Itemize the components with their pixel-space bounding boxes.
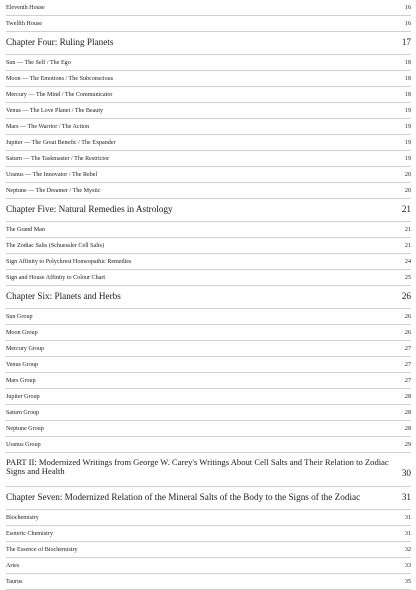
toc-chapter-page: 17 bbox=[401, 37, 411, 47]
toc-entry-esoteric-chemistry[interactable] bbox=[6, 526, 411, 542]
toc-entry-title[interactable]: Sign Affinity to Polychrest Homeopathic Remedies bbox=[6, 259, 132, 265]
toc-entry-jupiter[interactable] bbox=[6, 135, 411, 151]
toc-entry-page: 19 bbox=[404, 108, 411, 114]
toc-entry-title[interactable]: Moon — The Emotions / The Subconscious bbox=[6, 76, 114, 82]
toc-entry-page: 26 bbox=[404, 330, 411, 336]
toc-entry-title[interactable]: Sign and House Affinity to Colour Chart bbox=[6, 275, 106, 281]
toc-entry-mars[interactable] bbox=[6, 119, 411, 135]
toc-entry-aries[interactable] bbox=[6, 558, 411, 574]
toc-entry-sign-affinity-remedies[interactable] bbox=[6, 254, 411, 270]
toc-entry-page: 27 bbox=[404, 378, 411, 384]
toc-entry-twelfth-house[interactable] bbox=[6, 16, 411, 32]
toc-entry-page: 35 bbox=[404, 579, 411, 585]
toc-entry-neptune[interactable] bbox=[6, 183, 411, 199]
toc-entry-page: 19 bbox=[404, 140, 411, 146]
toc-entry-title[interactable]: Eleventh House bbox=[6, 5, 45, 11]
toc-entry-page: 16 bbox=[404, 21, 411, 27]
toc-part-page: 30 bbox=[401, 468, 411, 478]
toc-entry-mars-group[interactable] bbox=[6, 373, 411, 389]
toc-entry-page: 18 bbox=[404, 92, 411, 98]
toc-entry-page: 28 bbox=[404, 394, 411, 400]
toc-entry-moon-group[interactable] bbox=[6, 325, 411, 341]
toc-entry-page: 21 bbox=[404, 243, 411, 249]
toc-entry-sun[interactable] bbox=[6, 55, 411, 71]
toc-entry-page: 28 bbox=[404, 410, 411, 416]
toc-entry-title[interactable]: Neptune Group bbox=[6, 426, 44, 432]
toc-entry-page: 25 bbox=[404, 275, 411, 281]
toc-entry-page: 29 bbox=[404, 442, 411, 448]
toc-entry-title[interactable]: Mars Group bbox=[6, 378, 36, 384]
toc-entry-essence-biochemistry[interactable] bbox=[6, 542, 411, 558]
toc-entry-title[interactable]: The Essence of Biochemistry bbox=[6, 547, 78, 553]
toc-entry-title[interactable]: Uranus — The Innovator / The Rebel bbox=[6, 172, 98, 178]
toc-entry-page: 20 bbox=[404, 188, 411, 194]
toc-entry-venus-group[interactable] bbox=[6, 357, 411, 373]
toc-entry-page: 18 bbox=[404, 60, 411, 66]
toc-entry-page: 33 bbox=[404, 563, 411, 569]
toc-chapter-four[interactable] bbox=[6, 32, 411, 55]
toc-entry-venus[interactable] bbox=[6, 103, 411, 119]
toc-entry-page: 19 bbox=[404, 124, 411, 130]
toc-chapter-page: 31 bbox=[401, 492, 411, 502]
toc-entry-page: 16 bbox=[404, 5, 411, 11]
toc-entry-page: 27 bbox=[404, 362, 411, 368]
toc-entry-zodiac-salts[interactable] bbox=[6, 238, 411, 254]
toc-chapter-seven[interactable] bbox=[6, 487, 411, 510]
toc-chapter-five[interactable] bbox=[6, 199, 411, 222]
toc-part-two[interactable] bbox=[6, 453, 411, 487]
toc-entry-title[interactable]: Biochemistry bbox=[6, 515, 39, 521]
toc-entry-page: 18 bbox=[404, 76, 411, 82]
toc-entry-title[interactable]: Mars — The Warrior / The Action bbox=[6, 124, 90, 130]
toc-entry-page: 21 bbox=[404, 227, 411, 233]
toc-entry-title[interactable]: Uranus Group bbox=[6, 442, 41, 448]
toc-entry-title[interactable]: Taurus bbox=[6, 579, 23, 585]
toc-entry-page: 28 bbox=[404, 426, 411, 432]
toc-entry-neptune-group[interactable] bbox=[6, 421, 411, 437]
toc-entry-title[interactable]: Jupiter Group bbox=[6, 394, 40, 400]
toc-entry-jupiter-group[interactable] bbox=[6, 389, 411, 405]
toc-entry-moon[interactable] bbox=[6, 71, 411, 87]
toc-chapter-title[interactable]: Chapter Five: Natural Remedies in Astrology bbox=[6, 204, 173, 214]
toc-entry-title[interactable]: Moon Group bbox=[6, 330, 38, 336]
toc-chapter-title[interactable]: Chapter Seven: Modernized Relation of the Mineral Salts of the Body to the Signs of the Zodiac bbox=[6, 492, 361, 502]
toc-entry-page: 20 bbox=[404, 172, 411, 178]
toc-entry-colour-chart[interactable] bbox=[6, 270, 411, 286]
toc-entry-uranus[interactable] bbox=[6, 167, 411, 183]
toc-entry-title[interactable]: Neptune — The Dreamer / The Mystic bbox=[6, 188, 101, 194]
toc-entry-mercury[interactable] bbox=[6, 87, 411, 103]
toc-entry-title[interactable]: Saturn — The Taskmaster / The Restrictor bbox=[6, 156, 110, 162]
toc-entry-grand-man[interactable] bbox=[6, 222, 411, 238]
toc-entry-page: 27 bbox=[404, 346, 411, 352]
toc-part-title[interactable]: PART II: Modernized Writings from George W. Carey's Writings About Cell Salts and Their Relation to Zodiac Signs and Health bbox=[6, 457, 389, 477]
toc-entry-title[interactable]: Twelfth House bbox=[6, 21, 42, 27]
toc-entry-title[interactable]: Saturn Group bbox=[6, 410, 40, 416]
toc-entry-saturn[interactable] bbox=[6, 151, 411, 167]
toc-entry-page: 19 bbox=[404, 156, 411, 162]
toc-chapter-page: 21 bbox=[401, 204, 411, 214]
toc-chapter-title[interactable]: Chapter Four: Ruling Planets bbox=[6, 37, 114, 47]
toc-entry-mercury-group[interactable] bbox=[6, 341, 411, 357]
toc-entry-title[interactable]: Aries bbox=[6, 563, 20, 569]
toc-entry-title[interactable]: Mercury Group bbox=[6, 346, 45, 352]
toc-entry-page: 31 bbox=[404, 515, 411, 521]
toc-entry-taurus[interactable] bbox=[6, 574, 411, 590]
toc-entry-uranus-group[interactable] bbox=[6, 437, 411, 453]
toc-entry-title[interactable]: Sun — The Self / The Ego bbox=[6, 60, 71, 66]
toc-entry-title[interactable]: The Zodiac Salts (Schuessler Cell Salts) bbox=[6, 243, 104, 249]
toc-chapter-title[interactable]: Chapter Six: Planets and Herbs bbox=[6, 291, 121, 301]
toc-entry-title[interactable]: The Grand Man bbox=[6, 227, 45, 233]
toc-entry-title[interactable]: Mercury — The Mind / The Communicator bbox=[6, 92, 113, 98]
toc-entry-title[interactable]: Sun Group bbox=[6, 314, 33, 320]
toc-entry-sun-group[interactable] bbox=[6, 309, 411, 325]
toc-chapter-six[interactable] bbox=[6, 286, 411, 309]
toc-entry-page: 24 bbox=[404, 259, 411, 265]
toc-chapter-page: 26 bbox=[401, 291, 411, 301]
toc-entry-title[interactable]: Venus Group bbox=[6, 362, 38, 368]
table-of-contents bbox=[6, 0, 411, 590]
toc-entry-page: 31 bbox=[404, 531, 411, 537]
toc-entry-page: 32 bbox=[404, 547, 411, 553]
toc-entry-saturn-group[interactable] bbox=[6, 405, 411, 421]
toc-entry-title[interactable]: Venus — The Love Planet / The Beauty bbox=[6, 108, 104, 114]
toc-entry-biochemistry[interactable] bbox=[6, 510, 411, 526]
toc-entry-page: 26 bbox=[404, 314, 411, 320]
toc-entry-title[interactable]: Esoteric Chemistry bbox=[6, 531, 53, 537]
toc-entry-title[interactable]: Jupiter — The Great Benefic / The Expander bbox=[6, 140, 116, 146]
toc-entry-eleventh-house[interactable] bbox=[6, 0, 411, 16]
